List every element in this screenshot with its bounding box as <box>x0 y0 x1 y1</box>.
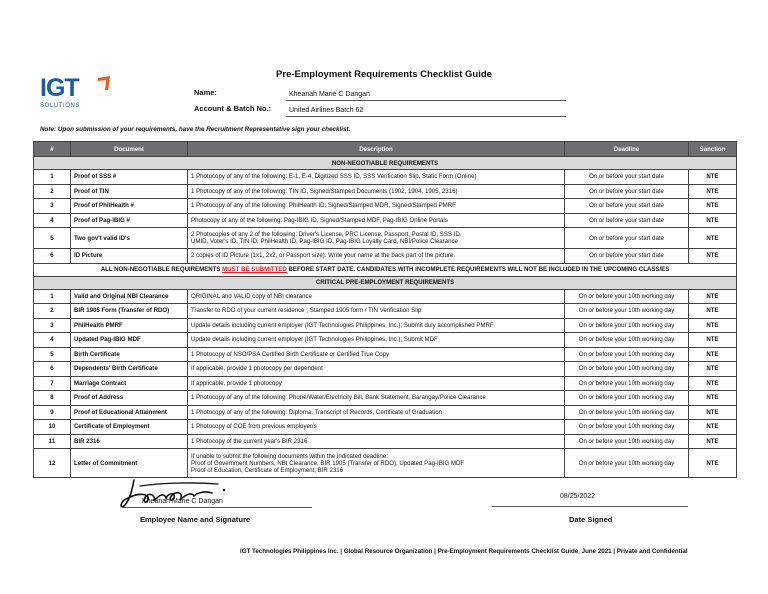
requirements-table <box>33 141 737 478</box>
row-description: 1 Photocopy of any of the following: E-1, E-4, Digitized SSS ID, SSS Verification Slip, Static Form (Online) <box>188 170 565 185</box>
row-description: 1 Photocopy of any of the following: TIN ID, Signed/Stamped Documents (1902, 1904, 1905, 2316) <box>188 184 565 199</box>
row-num: 12 <box>34 449 71 478</box>
table-header-row <box>34 142 737 157</box>
row-description: If applicable, provide 1 photocopy per dependent <box>188 362 565 377</box>
account-batch-label: Account & Batch No.: <box>194 104 272 113</box>
row-document: Two gov't valid ID's <box>71 228 188 249</box>
row-deadline: On or before your start date <box>565 184 689 199</box>
row-description <box>188 449 565 478</box>
row-num: 2 <box>34 304 71 319</box>
table-row <box>34 184 737 199</box>
row-sanction: NTE <box>689 228 737 249</box>
row-num: 10 <box>34 420 71 435</box>
row-description: Photocopy of any of the following: Pag-IBIG ID, Signed/Stamped MDF, Pag-IBIG Online Portals <box>188 213 565 228</box>
row-description: ORIGINAL and VALID copy of NBI clearance <box>188 289 565 304</box>
table-row <box>34 420 737 435</box>
row-document: BIR 1905 Form (Transfer of RDO) <box>71 304 188 319</box>
row-description <box>188 228 565 249</box>
row-deadline: On or before your 10th working day <box>565 362 689 377</box>
header-description: Description <box>188 142 565 157</box>
row-document: Proof of Address <box>71 391 188 406</box>
row-document: Proof of Pag-IBIG # <box>71 213 188 228</box>
row-description-line: If unable to submit the following documents within the indicated deadline: <box>191 452 388 460</box>
row-num: 6 <box>34 249 71 264</box>
name-field[interactable]: Kheanah Marie C Dangan <box>286 90 566 101</box>
row-deadline: On or before your 10th working day <box>565 376 689 391</box>
submission-note: Note: Upon submission of your requirements, have the Recruitment Representative sign your checklist. <box>40 126 351 133</box>
submission-warning <box>34 263 737 276</box>
row-deadline: On or before your 10th working day <box>565 347 689 362</box>
row-description: 1 Photocopy of any of the following: Diploma, Transcript of Records, Certificate of Graduation <box>188 405 565 420</box>
row-sanction: NTE <box>689 420 737 435</box>
row-sanction: NTE <box>689 304 737 319</box>
row-description: Update details including current employer (IGT Technologies Philippines, Inc.); Submit duly accomplished PMRF <box>188 318 565 333</box>
row-num: 4 <box>34 333 71 348</box>
row-document: Proof of SSS # <box>71 170 188 185</box>
row-deadline: On or before your start date <box>565 228 689 249</box>
row-deadline: On or before your 10th working day <box>565 289 689 304</box>
row-description: 1 Photocopy of any of the following: Phone/Water/Electricity Bill, Bank Statement, Barangay/Police Clearance <box>188 391 565 406</box>
row-num: 5 <box>34 347 71 362</box>
row-document: Marriage Contract <box>71 376 188 391</box>
row-deadline: On or before your start date <box>565 199 689 214</box>
row-num: 4 <box>34 213 71 228</box>
row-num: 3 <box>34 318 71 333</box>
header-num: # <box>34 142 71 157</box>
signature-line <box>122 507 312 508</box>
table-row <box>34 376 737 391</box>
row-num: 8 <box>34 391 71 406</box>
row-deadline: On or before your 10th working day <box>565 304 689 319</box>
table-row <box>34 213 737 228</box>
row-sanction: NTE <box>689 391 737 406</box>
name-label: Name: <box>194 88 217 97</box>
row-description: 1 Photocopy of the current year's BIR 2316 <box>188 434 565 449</box>
row-deadline: On or before your 10th working day <box>565 405 689 420</box>
row-document: PhilHealth PMRF <box>71 318 188 333</box>
page-title: Pre-Employment Requirements Checklist Guide <box>276 69 492 80</box>
row-description-line: Proof of Education, Certificate of Employment; BIR 2316 <box>191 466 344 474</box>
row-description: If applicable, provide 1 photocopy <box>188 376 565 391</box>
row-deadline: On or before your 10th working day <box>565 318 689 333</box>
table-row <box>34 228 737 249</box>
row-sanction: NTE <box>689 318 737 333</box>
table-row <box>34 405 737 420</box>
table-row <box>34 347 737 362</box>
row-deadline: On or before your 10th working day <box>565 333 689 348</box>
row-sanction: NTE <box>689 449 737 478</box>
row-num: 2 <box>34 184 71 199</box>
row-document: Proof of PhilHealth # <box>71 199 188 214</box>
row-deadline: On or before your 10th working day <box>565 449 689 478</box>
warning-text: BEFORE START DATE. CANDIDATES WITH INCOMPLETE REQUIREMENTS WILL NOT BE INCLUDED IN THE UPCOMING CLASS/ES <box>286 266 670 273</box>
table-row <box>34 362 737 377</box>
account-batch-field[interactable]: United Airlines Batch 62 <box>286 106 566 117</box>
row-description: 1 Photocopy of COE from previous employer/s <box>188 420 565 435</box>
row-deadline: On or before your start date <box>565 170 689 185</box>
row-num: 5 <box>34 228 71 249</box>
row-sanction: NTE <box>689 289 737 304</box>
row-document: BIR 2316 <box>71 434 188 449</box>
row-description: 1 Photocopy of any of the following: PhilHealth ID, Signed/Stamped MDR, Signed/Stamped PMRF <box>188 199 565 214</box>
row-description: 1 Photocopy of NSO/PSA Certified Birth Certificate or Certified True Copy <box>188 347 565 362</box>
row-description-line: UMID, Voter's ID, TIN ID, PhilHealth ID, Pag-IBIG ID, Pag-IBIG Loyalty Card, NBI/Police Clearance <box>191 238 458 245</box>
section-title-critical: CRITICAL PRE-EMPLOYMENT REQUIREMENTS <box>34 276 737 289</box>
warning-highlight: MUST BE SUBMITTED <box>222 266 287 273</box>
table-row <box>34 304 737 319</box>
row-deadline: On or before your 10th working day <box>565 391 689 406</box>
row-sanction: NTE <box>689 376 737 391</box>
table-row <box>34 289 737 304</box>
employee-signature-label: Employee Name and Signature <box>140 515 251 524</box>
row-document: Birth Certificate <box>71 347 188 362</box>
row-document: Updated Pag-IBIG MDF <box>71 333 188 348</box>
row-document: Certificate of Employment <box>71 420 188 435</box>
row-sanction: NTE <box>689 333 737 348</box>
table-row <box>34 199 737 214</box>
section-title-non-negotiable: NON-NEGOTIABLE REQUIREMENTS <box>34 157 737 170</box>
row-document: ID Picture <box>71 249 188 264</box>
header-sanction: Sanction <box>689 142 737 157</box>
row-deadline: On or before your start date <box>565 249 689 264</box>
table-row <box>34 333 737 348</box>
row-num: 9 <box>34 405 71 420</box>
row-num: 1 <box>34 170 71 185</box>
row-num: 3 <box>34 199 71 214</box>
employee-name-value: Kheanah Marie C Dangan <box>142 498 223 505</box>
row-document: Dependents' Birth Certificate <box>71 362 188 377</box>
date-signed-label: Date Signed <box>569 515 613 524</box>
header-deadline: Deadline <box>565 142 689 157</box>
row-deadline: On or before your 10th working day <box>565 420 689 435</box>
row-description-line: Proof of Government Numbers, NBI Clearance, BIR 1905 (Transfer of RDO), Updated Pag-IBIG MDF <box>191 459 465 467</box>
row-document: Valid and Original NBI Clearance <box>71 289 188 304</box>
igt-logo <box>40 76 108 120</box>
logo-subtitle: SOLUTIONS <box>40 103 81 109</box>
table-row <box>34 170 737 185</box>
logo-text: IGT <box>40 74 79 102</box>
row-document: Letter of Commitment <box>71 449 188 478</box>
row-sanction: NTE <box>689 199 737 214</box>
header-document: Document <box>71 142 188 157</box>
date-signed-value: 08/25/2022 <box>560 493 596 500</box>
table-row <box>34 318 737 333</box>
row-num: 1 <box>34 289 71 304</box>
row-deadline: On or before your start date <box>565 213 689 228</box>
date-line <box>492 506 688 507</box>
row-description: Update details including current employer (IGT Technologies Philippines, Inc.); Submit MDF <box>188 333 565 348</box>
row-description: 2 copies of ID Picture (1x1, 2x2, or Passport size). Write your name at the back part of the picture. <box>188 249 565 264</box>
page-footer: IGT Technologies Philippines Inc. | Global Resource Organization | Pre-Employment Requirements Checklist Guide_June 2021 | Private and Confidential <box>240 548 688 555</box>
row-num: 7 <box>34 376 71 391</box>
row-deadline: On or before your 10th working day <box>565 434 689 449</box>
row-sanction: NTE <box>689 405 737 420</box>
table-row <box>34 249 737 264</box>
row-sanction: NTE <box>689 347 737 362</box>
table-row <box>34 434 737 449</box>
row-sanction: NTE <box>689 362 737 377</box>
table-row <box>34 391 737 406</box>
row-sanction: NTE <box>689 249 737 264</box>
warning-text: ALL NON-NEGOTIABLE REQUIREMENTS <box>100 266 223 273</box>
row-num: 11 <box>34 434 71 449</box>
row-document: Proof of Educational Attainment <box>71 405 188 420</box>
row-sanction: NTE <box>689 170 737 185</box>
row-num: 6 <box>34 362 71 377</box>
row-sanction: NTE <box>689 434 737 449</box>
row-sanction: NTE <box>689 213 737 228</box>
row-description: Transfer to RDO of your current residence ; Stamped 1905 form / TIN Verification Slip <box>188 304 565 319</box>
row-description-line: 2 Photocopies of any 2 of the following: Driver's License, PRC License, Passport, Postal ID, SSS ID, <box>191 231 462 238</box>
row-document: Proof of TIN <box>71 184 188 199</box>
row-sanction: NTE <box>689 184 737 199</box>
